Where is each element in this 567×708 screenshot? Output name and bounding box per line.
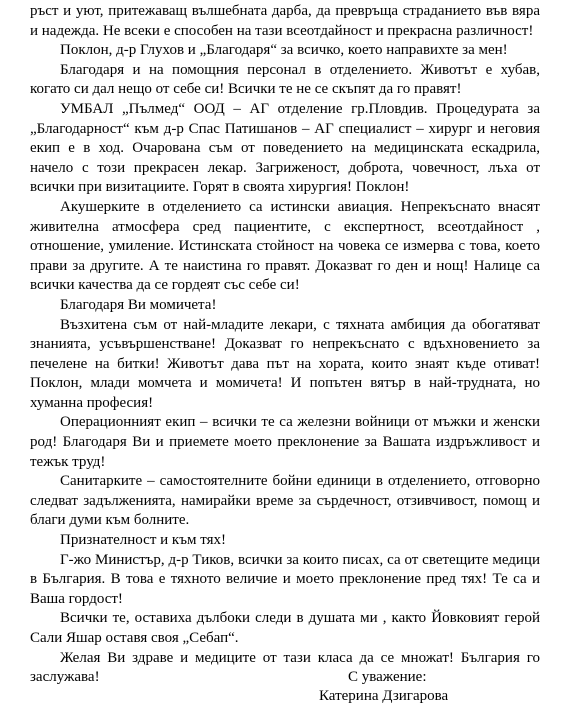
closing-salutation: С уважение:: [348, 669, 427, 685]
paragraph: Акушерките в отделението са истински авиация. Непрекъснато внасят живителна атмосфера сред пациентите, с експертност, всеотдайност , отношение, умиление. Истинската стойност на човека се измерва с това, което прави за другите. А те наистина го правят. Доказват го ден и нощ! Налице са всички качества да се гордеят със себе си!: [30, 198, 540, 294]
paragraph: Възхитена съм от най-младите лекари, с тяхната амбиция да обогатяват знанията, усъвършенстване! Доказват го непрекъснато с вдъхновението за печелене на битки! Животът дава път на хората, които знаят къде отиват! Поклон, млади момчета и момичета! И попътен вятър в най-трудната, но хуманна професия!: [30, 316, 540, 411]
paragraph: Желая Ви здраве и медиците от тази класа да се множат! България го заслужава!: [30, 649, 540, 686]
paragraph: Санитарките – самостоятелните бойни единици в отделението, отговорно следват задълженията, намирайки време за сърдечност, отзивчивост, помощ и благи думи към болните.: [30, 473, 540, 529]
paragraph: УМБАЛ „Пълмед“ ООД – АГ отделение гр.Пловдив. Процедурата за „Благодарност“ към д-р Спас Патишанов – АГ специалист – хирург и неговия екип е в ход. Очарована съм от поведението на медицинската ескадрила, начело с този прекрасен лекар. Загриженост, доброта, човечност, лъха от всички при визитациите. Горят в своята хирургия! Поклон!: [30, 100, 540, 196]
paragraph: Поклон, д-р Глухов и „Благодаря“ за всичко, което направихте за мен!: [60, 42, 508, 59]
paragraph: Г-жо Министър, д-р Тиков, всички за които писах, са от светещите медици в България. В това е тяхното величие и моето преклонение пред тях! Те са и Ваша гордост!: [30, 551, 540, 607]
paragraph: Благодаря и на помощния персонал в отделението. Животът е хубав, когато си дал нещо от себе си! Всички те не се скъпят да го правят!: [30, 61, 540, 98]
paragraph: Всички те, оставиха дълбоки следи в душата ми , както Йовковият герой Сали Яшар оставя своя „Себап“.: [30, 610, 540, 646]
paragraph: ръст и уют, притежаващ вълшебната дарба, да превръща страданието във вяра и надежда. Не всеки е способен на тази всеотдайност и прекрасна различност!: [30, 3, 540, 39]
paragraph: Признателност и към тях!: [60, 532, 226, 549]
signatory-name: Катерина Дзигарова: [319, 688, 449, 704]
paragraph: Операционният екип – всички те са железни войници от мъжки и женски род! Благодаря Ви и приемете моето преклонение за Вашата издръжливост и тежък труд!: [30, 414, 540, 470]
paragraph: Благодаря Ви момичета!: [60, 296, 217, 313]
letter-body: [30, 2, 540, 688]
